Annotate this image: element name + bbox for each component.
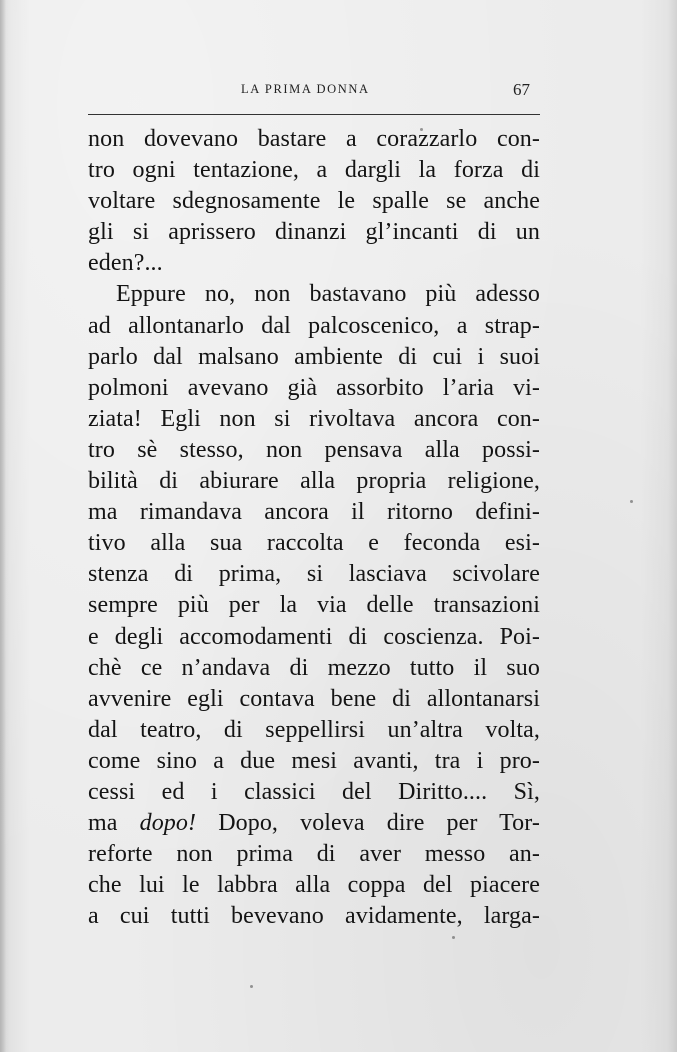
text-line: gli si aprissero dinanzi gl’incanti di un [88,219,540,246]
text-line: ziata! Egli non si rivoltava ancora con- [88,405,540,432]
header-rule [88,114,540,115]
text-line: ad allontanarlo dal palcoscenico, a strap- [88,312,540,339]
text-line: parlo dal malsano ambiente di cui i suoi [88,343,540,370]
text-line: come sino a due mesi avanti, tra i pro- [88,747,540,774]
paper-speck [630,500,633,503]
text-run: ma [88,810,118,837]
body-text [88,124,540,932]
text-run: Dopo, voleva dire per Tor- [218,810,540,837]
text-line: voltare sdegnosamente le spalle se anche [88,188,540,215]
text-line: tro ogni tentazione, a dargli la forza di [88,157,540,184]
paragraph-start-line: Eppure no, non bastavano più adesso [116,281,540,308]
text-line: non dovevano bastare a corazzarlo con- [88,126,540,152]
text-line: dal teatro, di seppellirsi un’altra volta, [88,716,540,743]
text-line: reforte non prima di aver messo an- [88,841,540,868]
text-line: tro sè stesso, non pensava alla possi- [88,436,540,463]
text-line: che lui le labbra alla coppa del piacere [88,872,540,899]
text-line: ma rimandava ancora il ritorno defini- [88,499,540,526]
paper-speck [452,936,455,939]
running-title: LA PRIMA DONNA [241,82,370,96]
text-line: polmoni avevano già assorbito l’aria vi- [88,374,540,401]
text-line: avvenire egli contava bene di allontanarsi [88,685,540,712]
paper-speck [420,128,423,131]
italic-word: dopo! [139,810,197,837]
text-line: e degli accomodamenti di coscienza. Poi- [88,623,540,650]
page-number: 67 [513,80,530,99]
paper-speck [250,985,253,988]
text-line: bilità di abiurare alla propria religione, [88,468,540,495]
text-line: tivo alla sua raccolta e feconda esi- [88,530,540,557]
page-edge-shadow [0,0,6,1052]
text-line: chè ce n’andava di mezzo tutto il suo [88,654,540,681]
running-head [88,80,540,102]
text-line-with-italic [88,808,540,839]
paragraph-end-line: eden?... [88,250,163,277]
text-line: a cui tutti bevevano avidamente, larga- [88,903,540,930]
text-line: sempre più per la via delle transazioni [88,592,540,619]
text-line: cessi ed i classici del Diritto.... Sì, [88,778,540,805]
text-line: stenza di prima, si lasciava scivolare [88,561,540,588]
